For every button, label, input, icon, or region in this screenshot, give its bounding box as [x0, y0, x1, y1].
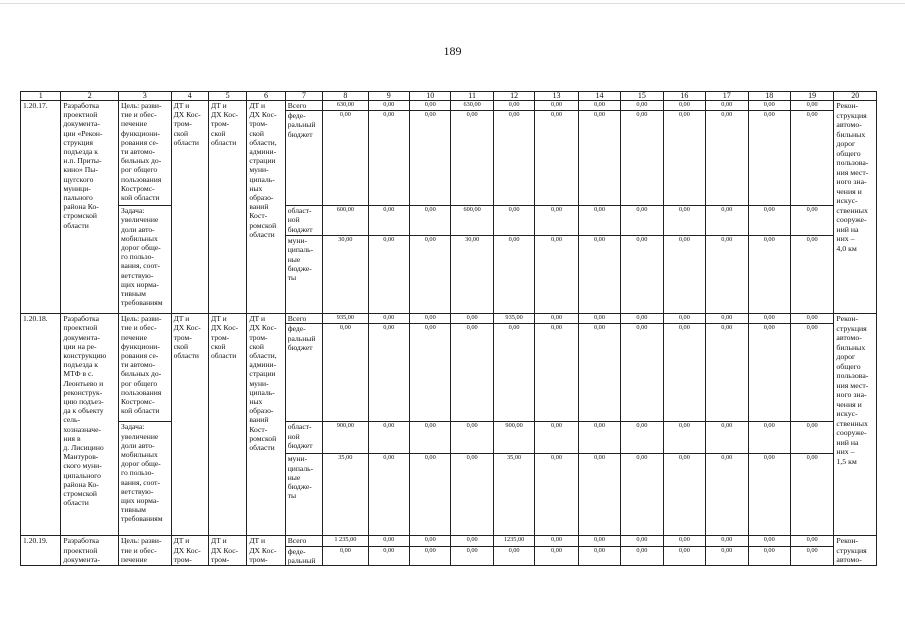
goal-text: Цель: разви- тие и обес- печение	[119, 536, 172, 566]
state-customer: ДТ и ДХ Кос- тром-	[208, 536, 246, 566]
funding-source: муни- ципаль- ные бюдже- ты	[285, 236, 322, 314]
funding-value: 0,00	[410, 314, 451, 324]
measure-name: Разработка проектной документа- ции на ре- конструкцию подъезда к МТФ в с. Леонтьево и реконструк- цию подъез- да к объекту сель- хозназначе- ния в д. Лисицино Мантуров- ского муни- ципального района Ко- стромской области	[61, 314, 119, 536]
funding-source: Всего	[285, 536, 322, 546]
funding-value: 0,00	[663, 101, 705, 111]
funding-value: 0,00	[368, 422, 409, 454]
table-row	[21, 206, 877, 236]
funding-value: 0,00	[706, 111, 748, 206]
funding-value: 35,00	[323, 454, 368, 536]
funding-value: 0,00	[790, 314, 833, 324]
funding-value: 0,00	[368, 546, 409, 565]
funding-value: 0,00	[368, 314, 409, 324]
funding-value: 0,00	[663, 314, 705, 324]
funding-value: 0,00	[621, 236, 663, 314]
funding-value: 0,00	[621, 454, 663, 536]
expected-result: Рекон- струкция автомо-	[834, 536, 877, 566]
funding-value: 935,00	[323, 314, 368, 324]
funding-value: 0,00	[535, 546, 578, 565]
funding-value: 0,00	[578, 422, 620, 454]
header-cell: 10	[410, 92, 451, 101]
header-cell: 3	[119, 92, 172, 101]
measure-name: Разработка проектной документа- ции «Рекон- струкция подъезда к н.п. Приты- кино» Пы- щугского муници- пального района Ко- стромской области	[61, 101, 119, 314]
header-cell: 9	[368, 92, 409, 101]
funding-value: 1 235,00	[323, 536, 368, 546]
funding-source: муни- ципаль- ные бюдже- ты	[285, 454, 322, 536]
funding-value: 600,00	[323, 206, 368, 236]
funding-value: 0,00	[748, 111, 790, 206]
funding-value: 30,00	[451, 236, 493, 314]
funding-value: 0,00	[663, 536, 705, 546]
funding-value: 0,00	[410, 324, 451, 422]
header-cell: 1	[21, 92, 61, 101]
goal-text: Цель: разви- тие и обес- печение функциони- рования се- ти автомо- бильных до- рог общего пользования Костромс- кой области	[119, 101, 172, 206]
row-id: 1.20.19.	[21, 536, 61, 566]
funding-value: 0,00	[748, 101, 790, 111]
header-row	[21, 92, 877, 101]
funding-value: 0,00	[451, 422, 493, 454]
funding-value: 0,00	[621, 101, 663, 111]
funding-value: 0,00	[663, 236, 705, 314]
funding-source: феде- ральный бюджет	[285, 324, 322, 422]
measure-name: Разработка проектной документа-	[61, 536, 119, 566]
funding-value: 0,00	[748, 324, 790, 422]
funding-value: 0,00	[578, 546, 620, 565]
funding-value: 0,00	[323, 546, 368, 565]
funding-value: 0,00	[410, 454, 451, 536]
funding-value: 630,00	[451, 101, 493, 111]
funding-value: 0,00	[323, 324, 368, 422]
funding-value: 0,00	[535, 536, 578, 546]
funding-source: област- ной бюджет	[285, 206, 322, 236]
funding-value: 0,00	[706, 101, 748, 111]
funding-value: 0,00	[535, 206, 578, 236]
funding-value: 0,00	[621, 546, 663, 565]
funding-value: 0,00	[621, 324, 663, 422]
header-cell: 20	[834, 92, 877, 101]
funding-value: 0,00	[621, 536, 663, 546]
header-cell: 17	[706, 92, 748, 101]
header-cell: 6	[247, 92, 285, 101]
header-cell: 18	[748, 92, 790, 101]
funding-value: 935,00	[493, 314, 534, 324]
funding-value: 0,00	[790, 422, 833, 454]
funding-value: 0,00	[368, 324, 409, 422]
funding-value: 0,00	[663, 546, 705, 565]
funding-value: 0,00	[451, 454, 493, 536]
header-cell: 13	[535, 92, 578, 101]
table-body	[21, 92, 877, 566]
funding-value: 0,00	[368, 101, 409, 111]
funding-value: 30,00	[323, 236, 368, 314]
funding-value: 0,00	[748, 236, 790, 314]
expected-result: Рекон- струкция автомо- бильных дорог общего пользова- ния мест- ного зна- чения и искус- ственных сооруже- ний на них – 1,5 км	[834, 314, 877, 536]
funding-value: 0,00	[790, 546, 833, 565]
header-cell: 2	[61, 92, 119, 101]
header-cell: 16	[663, 92, 705, 101]
table-row	[21, 101, 877, 111]
funding-value: 0,00	[368, 111, 409, 206]
header-cell: 19	[790, 92, 833, 101]
funding-value: 0,00	[790, 101, 833, 111]
funding-value: 0,00	[578, 206, 620, 236]
funding-value: 0,00	[706, 314, 748, 324]
funding-value: 0,00	[578, 536, 620, 546]
header-cell: 8	[323, 92, 368, 101]
funding-value: 0,00	[748, 206, 790, 236]
funding-value: 0,00	[578, 324, 620, 422]
funding-source: феде- ральный бюджет	[285, 111, 322, 206]
responsible-executor: ДТ и ДХ Кос- тром-	[171, 536, 208, 566]
funding-value: 630,00	[323, 101, 368, 111]
goal-text: Цель: разви- тие и обес- печение функциони- рования се- ти автомо- бильных до- рог общего пользования Костромс- кой области	[119, 314, 172, 422]
funding-value: 0,00	[621, 314, 663, 324]
funding-value: 0,00	[706, 536, 748, 546]
funding-value: 0,00	[790, 324, 833, 422]
funding-value: 0,00	[748, 314, 790, 324]
participants: ДТ и ДХ Кос- тром- ской области, админи- страции муни- ципаль- ных образо- ваний Кост- ромской области	[247, 101, 285, 314]
funding-source: Всего	[285, 314, 322, 324]
funding-value: 0,00	[535, 454, 578, 536]
funding-value: 0,00	[368, 236, 409, 314]
funding-value: 0,00	[706, 546, 748, 565]
funding-value: 0,00	[451, 111, 493, 206]
funding-value: 0,00	[493, 101, 534, 111]
program-table	[20, 91, 877, 566]
funding-value: 0,00	[535, 111, 578, 206]
funding-value: 0,00	[493, 111, 534, 206]
funding-value: 0,00	[410, 422, 451, 454]
funding-value: 0,00	[578, 101, 620, 111]
funding-value: 600,00	[451, 206, 493, 236]
funding-value: 0,00	[410, 536, 451, 546]
header-cell: 14	[578, 92, 620, 101]
header-cell: 15	[621, 92, 663, 101]
funding-value: 0,00	[578, 111, 620, 206]
funding-value: 0,00	[706, 236, 748, 314]
responsible-executor: ДТ и ДХ Кос- тром- ской области	[171, 101, 208, 314]
funding-value: 0,00	[748, 454, 790, 536]
funding-value: 0,00	[578, 236, 620, 314]
funding-value: 0,00	[706, 422, 748, 454]
state-customer: ДТ и ДХ Кос- тром- ской области	[208, 314, 246, 536]
funding-value: 0,00	[621, 206, 663, 236]
funding-value: 900,00	[493, 422, 534, 454]
funding-value: 0,00	[323, 111, 368, 206]
funding-source: област- ной бюджет	[285, 422, 322, 454]
responsible-executor: ДТ и ДХ Кос- тром- ской области	[171, 314, 208, 536]
header-cell: 4	[171, 92, 208, 101]
funding-value: 0,00	[535, 101, 578, 111]
funding-value: 0,00	[621, 111, 663, 206]
funding-value: 1235,00	[493, 536, 534, 546]
funding-value: 0,00	[578, 454, 620, 536]
funding-value: 0,00	[748, 546, 790, 565]
funding-value: 0,00	[663, 422, 705, 454]
table-row	[21, 536, 877, 546]
funding-value: 0,00	[706, 454, 748, 536]
funding-value: 0,00	[368, 536, 409, 546]
funding-value: 0,00	[790, 111, 833, 206]
task-text: Задача: увеличение доли авто- мобильных дорог обще- го пользо- вания, соот- ветствую- щих норма- тивным требованиям	[119, 206, 172, 314]
task-text: Задача: увеличение доли авто- мобильных дорог обще- го пользо- вания, соот- ветствую- щих норма- тивным требованиям	[119, 422, 172, 536]
funding-value: 0,00	[706, 324, 748, 422]
state-customer: ДТ и ДХ Кос- тром- ской области	[208, 101, 246, 314]
page-number: 189	[443, 44, 462, 58]
funding-value: 0,00	[706, 206, 748, 236]
funding-value: 0,00	[493, 546, 534, 565]
funding-value: 0,00	[410, 546, 451, 565]
funding-value: 0,00	[748, 422, 790, 454]
table-row	[21, 314, 877, 324]
funding-value: 0,00	[535, 314, 578, 324]
funding-value: 0,00	[790, 206, 833, 236]
funding-value: 0,00	[790, 536, 833, 546]
funding-value: 0,00	[368, 454, 409, 536]
funding-value: 0,00	[451, 314, 493, 324]
funding-value: 0,00	[493, 206, 534, 236]
funding-value: 0,00	[451, 324, 493, 422]
funding-value: 0,00	[410, 206, 451, 236]
header-cell: 5	[208, 92, 246, 101]
funding-value: 0,00	[410, 111, 451, 206]
funding-value: 0,00	[663, 111, 705, 206]
header-cell: 7	[285, 92, 322, 101]
funding-source: феде- ральный	[285, 546, 322, 565]
funding-value: 0,00	[663, 206, 705, 236]
funding-value: 0,00	[368, 206, 409, 236]
funding-value: 900,00	[323, 422, 368, 454]
header-cell: 12	[493, 92, 534, 101]
funding-value: 0,00	[451, 546, 493, 565]
funding-value: 0,00	[663, 454, 705, 536]
header-cell: 11	[451, 92, 493, 101]
expected-result: Рекон- струкция автомо- бильных дорог общего пользова- ния мест- ного зна- чения и искус- ственных сооруже- ний на них – 4,0 км	[834, 101, 877, 314]
funding-value: 0,00	[410, 101, 451, 111]
row-id: 1.20.18.	[21, 314, 61, 536]
funding-value: 0,00	[493, 236, 534, 314]
row-id: 1.20.17.	[21, 101, 61, 314]
funding-value: 0,00	[410, 236, 451, 314]
table-row	[21, 422, 877, 454]
funding-value: 0,00	[493, 324, 534, 422]
funding-value: 35,00	[493, 454, 534, 536]
funding-value: 0,00	[621, 422, 663, 454]
funding-value: 0,00	[535, 236, 578, 314]
funding-value: 0,00	[535, 324, 578, 422]
funding-value: 0,00	[451, 536, 493, 546]
funding-value: 0,00	[790, 454, 833, 536]
funding-value: 0,00	[578, 314, 620, 324]
funding-value: 0,00	[535, 422, 578, 454]
funding-value: 0,00	[663, 324, 705, 422]
page-top-edge	[0, 3, 905, 4]
funding-value: 0,00	[790, 236, 833, 314]
participants: ДТ и ДХ Кос- тром- ской области, админи- страции муни- ципаль- ных образо- ваний Кост- ромской области	[247, 314, 285, 536]
participants: ДТ и ДХ Кос- тром-	[247, 536, 285, 566]
funding-value: 0,00	[748, 536, 790, 546]
funding-source: Всего	[285, 101, 322, 111]
